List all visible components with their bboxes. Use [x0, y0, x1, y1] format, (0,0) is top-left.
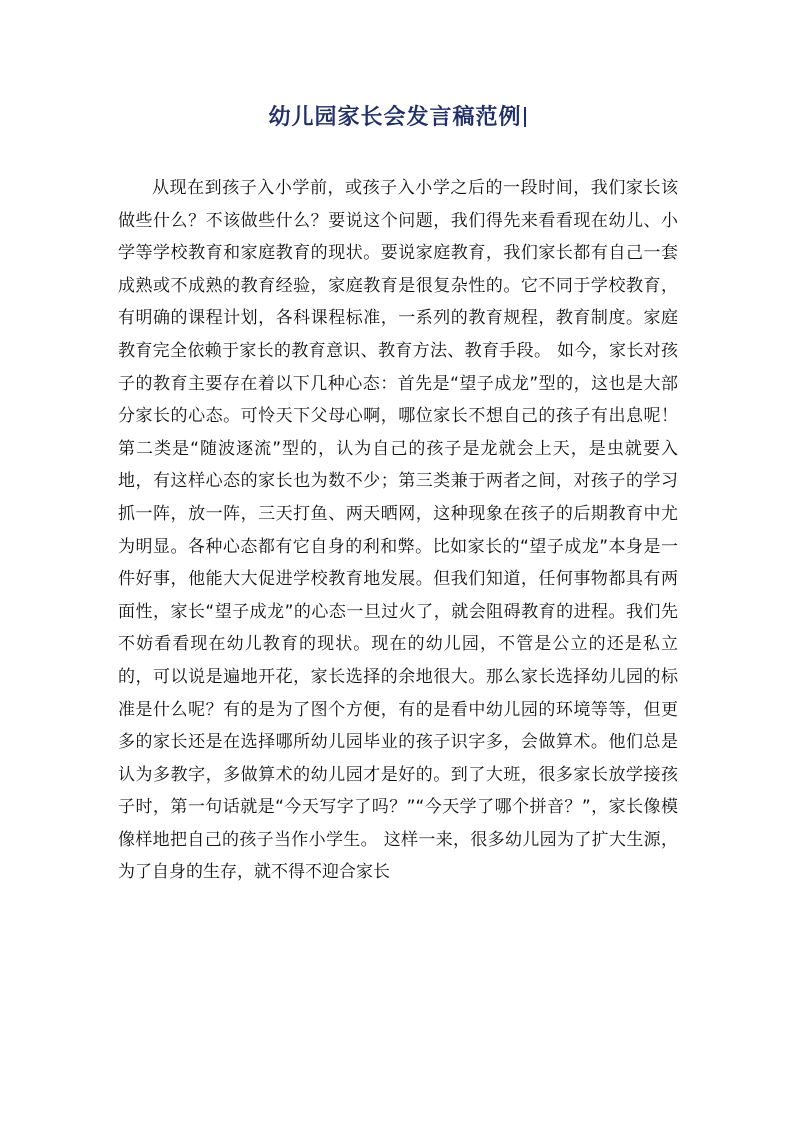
body-paragraph: 从现在到孩子入小学前，或孩子入小学之后的一段时间，我们家长该做些什么？不该做些什么？要说这个问题，我们得先来看看现在幼儿、小学等学校教育和家庭教育的现状。要说家庭教育，我们家长都有自己一套成熟或不成熟的教育经验，家庭教育是很复杂性的。它不同于学校教育，有明确的课程计划，各科课程标准，一系列的教育规程，教育制度。家庭教育完全依赖于家长的教育意识、教育方法、教育手段。 如今，家长对孩子的教育主要存在着以下几种心态：首先是“望子成龙”型的，这也是大部分家长的心态。可怜天下父母心啊，哪位家长不想自己的孩子有出息呢！第二类是“随波逐流”型的，认为自己的孩子是龙就会上天，是虫就要入地，有这样心态的家长也为数不少；第三类兼于两者之间，对孩子的学习抓一阵，放一阵，三天打鱼、两天晒网，这种现象在孩子的后期教育中尤为明显。各种心态都有它自身的利和弊。比如家长的“望子成龙”本身是一件好事，他能大大促进学校教育地发展。但我们知道，任何事物都具有两面性，家长“望子成龙”的心态一旦过火了，就会阻碍教育的进程。我们先不妨看看现在幼儿教育的现状。现在的幼儿园，不管是公立的还是私立的，可以说是遍地开花，家长选择的余地很大。那么家长选择幼儿园的标准是什么呢？有的是为了图个方便，有的是看中幼儿园的环境等等，但更多的家长还是在选择哪所幼儿园毕业的孩子识字多，会做算术。他们总是认为多教字，多做算术的幼儿园才是好的。到了大班，很多家长放学接孩子时，第一句话就是“今天写字了吗？”“今天学了哪个拼音？”，家长像模像样地把自己的孩子当作小学生。 这样一来，很多幼儿园为了扩大生源，为了自身的生存，就不得不迎合家长 [118, 178, 678, 883]
document-title [0, 100, 794, 131]
text-cursor [524, 107, 526, 127]
document-title-text: 幼儿园家长会发言稿范例 [268, 104, 522, 130]
